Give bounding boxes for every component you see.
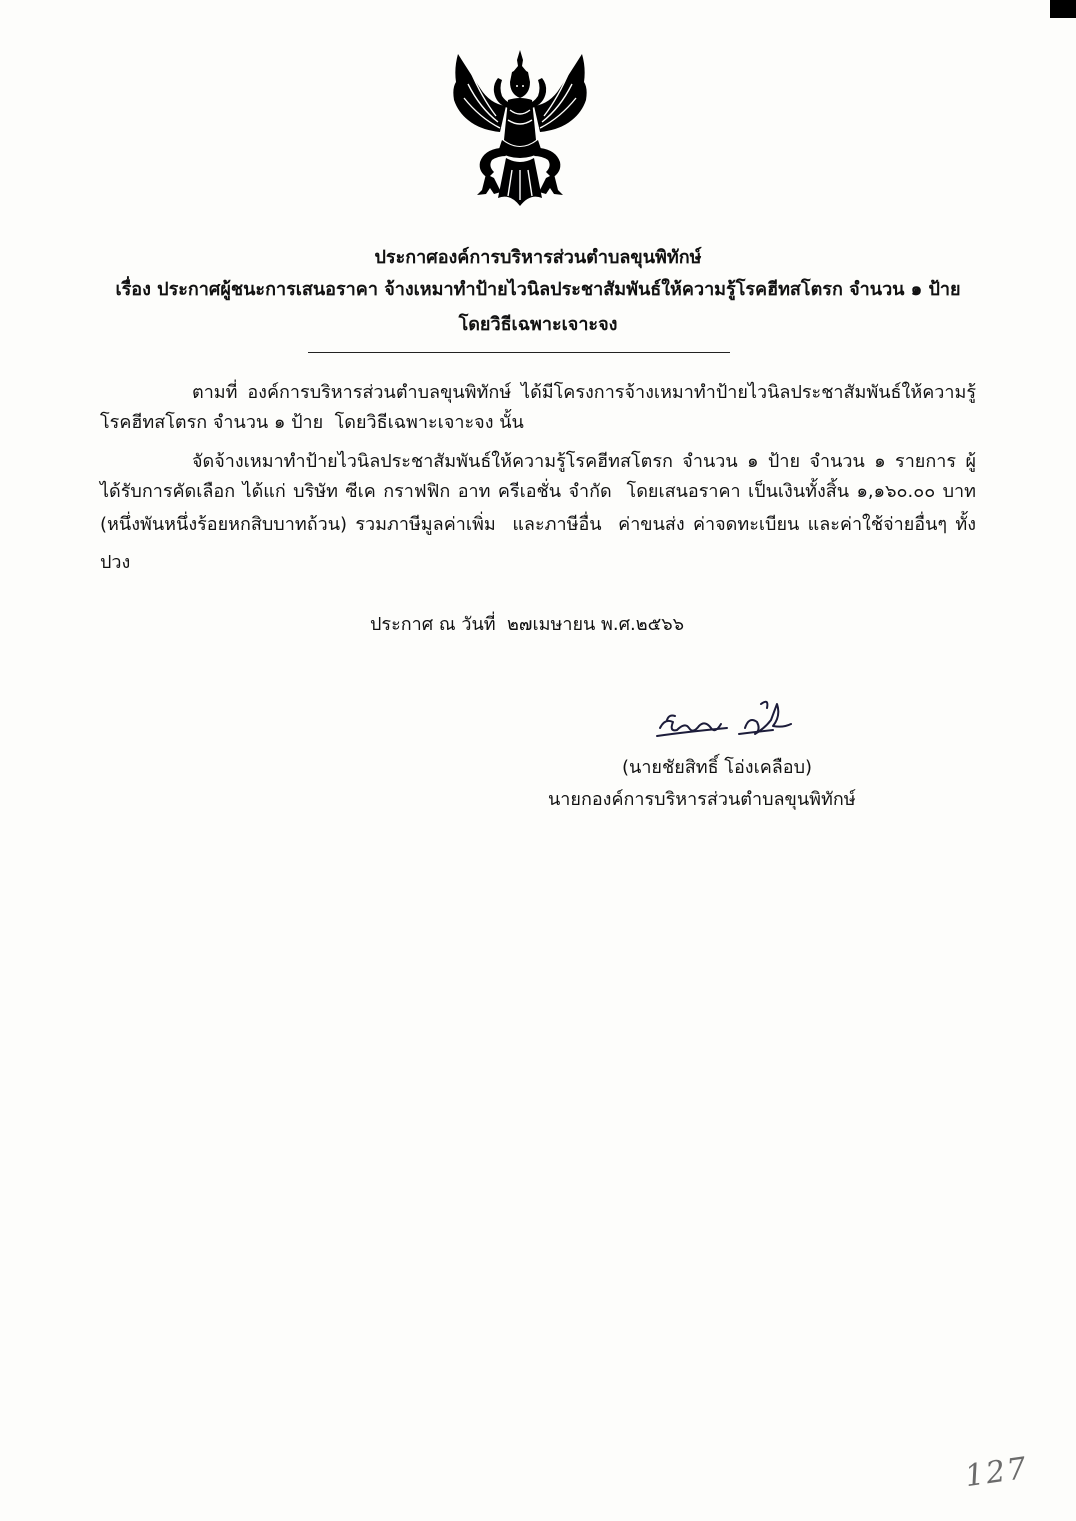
subject-line: เรื่อง ประกาศผู้ชนะการเสนอราคา จ้างเหมาทำป้ายไวนิลประชาสัมพันธ์ให้ความรู้โรคฮีทสโตรก จำนวน ๑ ป้าย (115, 279, 961, 300)
paragraph-2-line-2: ได้รับการคัดเลือก ได้แก่ บริษัท ซีเค กราฟฟิก อาท ครีเอชั่น จำกัด โดยเสนอราคา เป็นเงินทั้งสิ้น ๑,๑๖๐.๐๐ บาท (100, 481, 976, 502)
paragraph-2-line-3: (หนึ่งพันหนึ่งร้อยหกสิบบาทถ้วน) รวมภาษีมูลค่าเพิ่ม และภาษีอื่น ค่าขนส่ง ค่าจดทะเบียน และค่าใช้จ่ายอื่นๆ ทั้ง (100, 514, 976, 535)
signatory-position: นายกองค์การบริหารส่วนตำบลขุนพิทักษ์ (548, 789, 856, 810)
paragraph-1-line-2: โรคฮีทสโตรก จำนวน ๑ ป้าย โดยวิธีเฉพาะเจาะจง นั้น (100, 412, 524, 433)
announcement-date: ประกาศ ณ วันที่ ๒๗เมษายน พ.ศ.๒๕๖๖ (370, 614, 685, 635)
org-title: ประกาศองค์การบริหารส่วนตำบลขุนพิทักษ์ (374, 247, 702, 268)
scan-corner-mark (1050, 0, 1076, 18)
procurement-method: โดยวิธีเฉพาะเจาะจง (458, 314, 618, 335)
garuda-emblem-icon (449, 48, 591, 208)
paragraph-1-line-1: ตามที่ องค์การบริหารส่วนตำบลขุนพิทักษ์ ได้มีโครงการจ้างเหมาทำป้ายไวนิลประชาสัมพันธ์ให้ความรู้ (192, 382, 976, 403)
announcement-content (100, 243, 976, 815)
handwritten-signature-icon (655, 698, 795, 742)
signatory-name: (นายชัยสิทธิ์ โอ่งเคลือบ) (622, 757, 813, 778)
handwritten-page-number: 127 (962, 1450, 1031, 1495)
paragraph-2-line-4: ปวง (100, 552, 131, 573)
paragraph-2-line-1: จัดจ้างเหมาทำป้ายไวนิลประชาสัมพันธ์ให้ความรู้โรคฮีทสโตรก จำนวน ๑ ป้าย จำนวน ๑ รายการ ผู้ (192, 451, 976, 472)
title-divider (308, 352, 730, 353)
